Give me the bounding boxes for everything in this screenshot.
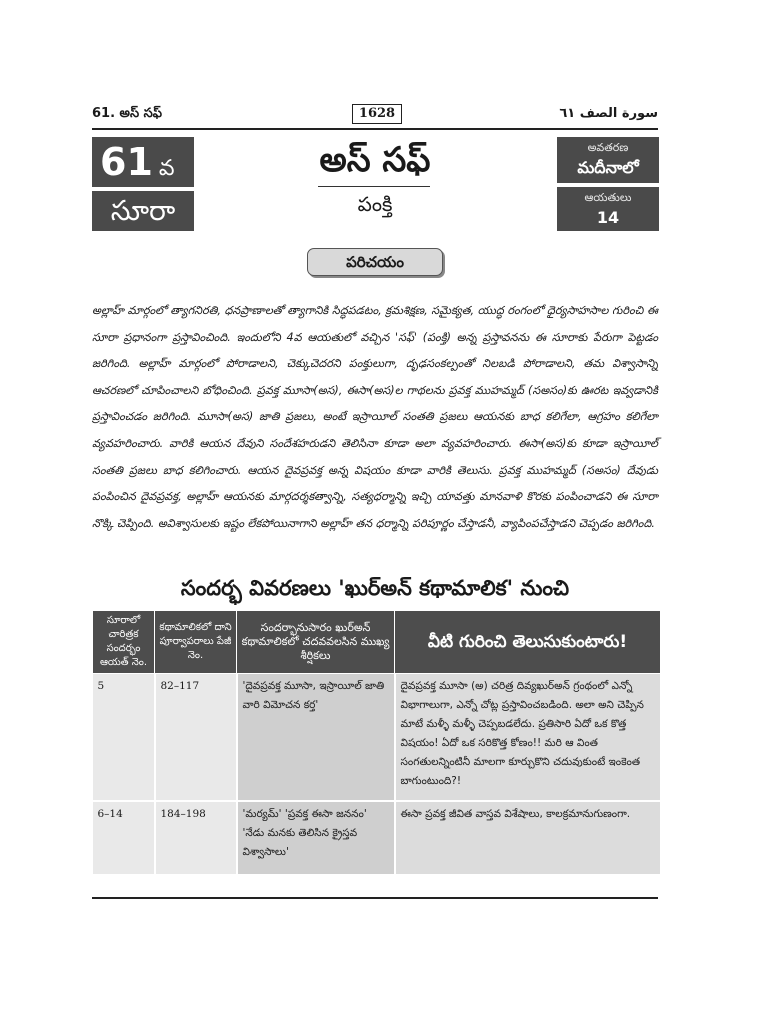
table-row bbox=[93, 674, 661, 802]
title-underline bbox=[318, 186, 430, 187]
page-number: 1628 bbox=[352, 104, 402, 124]
header-surah-label: 61. అస్ సఫ్ bbox=[92, 106, 162, 121]
header-arabic-title: سورة الصف ٦١ bbox=[559, 106, 658, 121]
surah-word: సూరా bbox=[92, 191, 194, 231]
surah-number-suffix: వ bbox=[158, 156, 175, 181]
intro-heading: పరిచయం bbox=[307, 248, 443, 276]
cell-heading: 'మర్యమ్' 'ప్రవక్త ఈసా జననం' 'నేడు మనకు తెలిసిన క్రైస్తవ విశ్వాసాలు' bbox=[237, 801, 395, 875]
bottom-rule bbox=[92, 897, 658, 899]
revelation-label: అవతరణ bbox=[587, 141, 629, 154]
col-header-ayat: సూరాలో చారిత్రక సందర్భం ఆయత్ నెం. bbox=[93, 611, 155, 674]
cell-description: ఈసా ప్రవక్త జీవిత వాస్తవ విశేషాలు, కాలక్రమానుగుణంగా. bbox=[395, 801, 661, 875]
verses-block bbox=[557, 187, 659, 231]
cell-description: దైవప్రవక్త మూసా (అ) చరిత్ర దివ్యఖుర్అన్ గ్రంథంలో ఎన్నో విభాగాలుగా, ఎన్నో చోట్ల ప్రస్తావించబడింది. అలా అని చెప్పిన మాటే మళ్ళీ మళ్ళీ చెప్పబడలేదు. ప్రతిసారి ఏదో ఒక కొత్త విషయం! ఏదో ఒక సరికొత్త కోణం!! మరి ఆ వింత సంగతులన్నింటినీ మాలగా కూర్చుకొని చదువుకుంటే ఇంకెంత బాగుంటుంది?! bbox=[395, 674, 661, 802]
cell-ayat: 6–14 bbox=[93, 801, 155, 875]
cell-page: 184–198 bbox=[155, 801, 237, 875]
table-header-row bbox=[93, 611, 661, 674]
col-header-learn: వీటి గురించి తెలుసుకుంటారు! bbox=[395, 611, 661, 674]
revelation-value: మదీనాలో bbox=[577, 158, 639, 177]
cell-heading: 'దైవప్రవక్త మూసా, ఇస్రాయీల్ జాతి వారి విమోచన కర్త' bbox=[237, 674, 395, 802]
table-row bbox=[93, 801, 661, 875]
verses-label: ఆయతులు bbox=[584, 191, 632, 204]
revelation-block bbox=[557, 137, 659, 183]
cell-ayat: 5 bbox=[93, 674, 155, 802]
surah-title-meaning: పంక్తి bbox=[357, 192, 393, 216]
section-title: సందర్భ వివరణలు 'ఖుర్అన్ కథామాలిక' నుంచి bbox=[180, 576, 570, 600]
cell-page: 82–117 bbox=[155, 674, 237, 802]
intro-paragraph: అల్లాహ్ మార్గంలో త్యాగనిరతి, ధనప్రాణాలతో త్యాగానికి సిద్ధపడటం, క్రమశిక్షణ, సమైక్యత, యుద్ధ రంగంలో ధైర్యసాహసాల గురించి ఈ సూరా ప్రధానంగా ప్రస్తావించింది. ఇందులోని 4వ ఆయతులో వచ్చిన 'సఫ్' (పంక్తి) అన్న ప్రస్తావనను ఈ సూరాకు పేరుగా పెట్టడం జరిగింది. అల్లాహ్ మార్గంలో పోరాడాలని, చెక్కుచెదరని పంక్తులుగా, దృఢసంకల్పంతో నిలబడి పోరాడాలని, తమ విశ్వాసాన్ని ఆచరణలో చూపించాలని బోధించింది. ప్రవక్త మూసా(అస), ఈసా(అస)ల గాథలను ప్రవక్త ముహమ్మద్ (సఅసం)కు ఊరట ఇవ్వడానికి ప్రస్తావించడం జరిగింది. మూసా(అస) జాతి ప్రజలు, అంటే ఇస్రాయీల్ సంతతి ప్రజలు ఆయనకు బాధ కలిగేలా, ఆగ్రహం కలిగేలా వ్యవహరించారు. వారికి ఆయన దేవుని సందేశహరుడని తెలిసినా కూడా అలా వ్యవహరించారు. ఈసా(అస)కు కూడా ఇస్రాయీల్ సంతతి ప్రజలు బాధ కలిగించారు. ఆయన దైవప్రవక్త అన్న విషయం కూడా వారికి తెలుసు. ప్రవక్త ముహమ్మద్ (సఅసం) దేవుడు పంపించిన దైవప్రవక్త, అల్లాహ్ ఆయనకు మార్గదర్శకత్వాన్ని, సత్యధర్మాన్ని ఇచ్చి యావత్తు మానవాళి కొరకు పంపించాడని ఈ సూరా నొక్కి చెప్పింది. అవిశ్వాసులకు ఇష్టం లేకపోయినాగాని అల్లాహ్ తన ధర్మాన్ని పరిపూర్ణం చేస్తాడనీ, వ్యాపింపచేస్తాడని చెప్పడం జరిగింది. bbox=[92, 304, 658, 530]
surah-number-block bbox=[92, 137, 194, 187]
col-header-headings: సందర్భానుసారం ఖుర్అన్ కథామాలికలో చదవవలసిన ముఖ్య శీర్షికలు bbox=[237, 611, 395, 674]
surah-title: అస్ సఫ్ bbox=[319, 140, 431, 180]
top-rule bbox=[92, 128, 658, 130]
surah-badge bbox=[92, 137, 194, 231]
verses-count: 14 bbox=[596, 208, 620, 227]
surah-number: 61 bbox=[100, 140, 153, 184]
col-header-page: కథామాలికలో దాని పూర్వాపరాలు పేజీ నెం. bbox=[155, 611, 237, 674]
reference-table bbox=[92, 610, 662, 876]
